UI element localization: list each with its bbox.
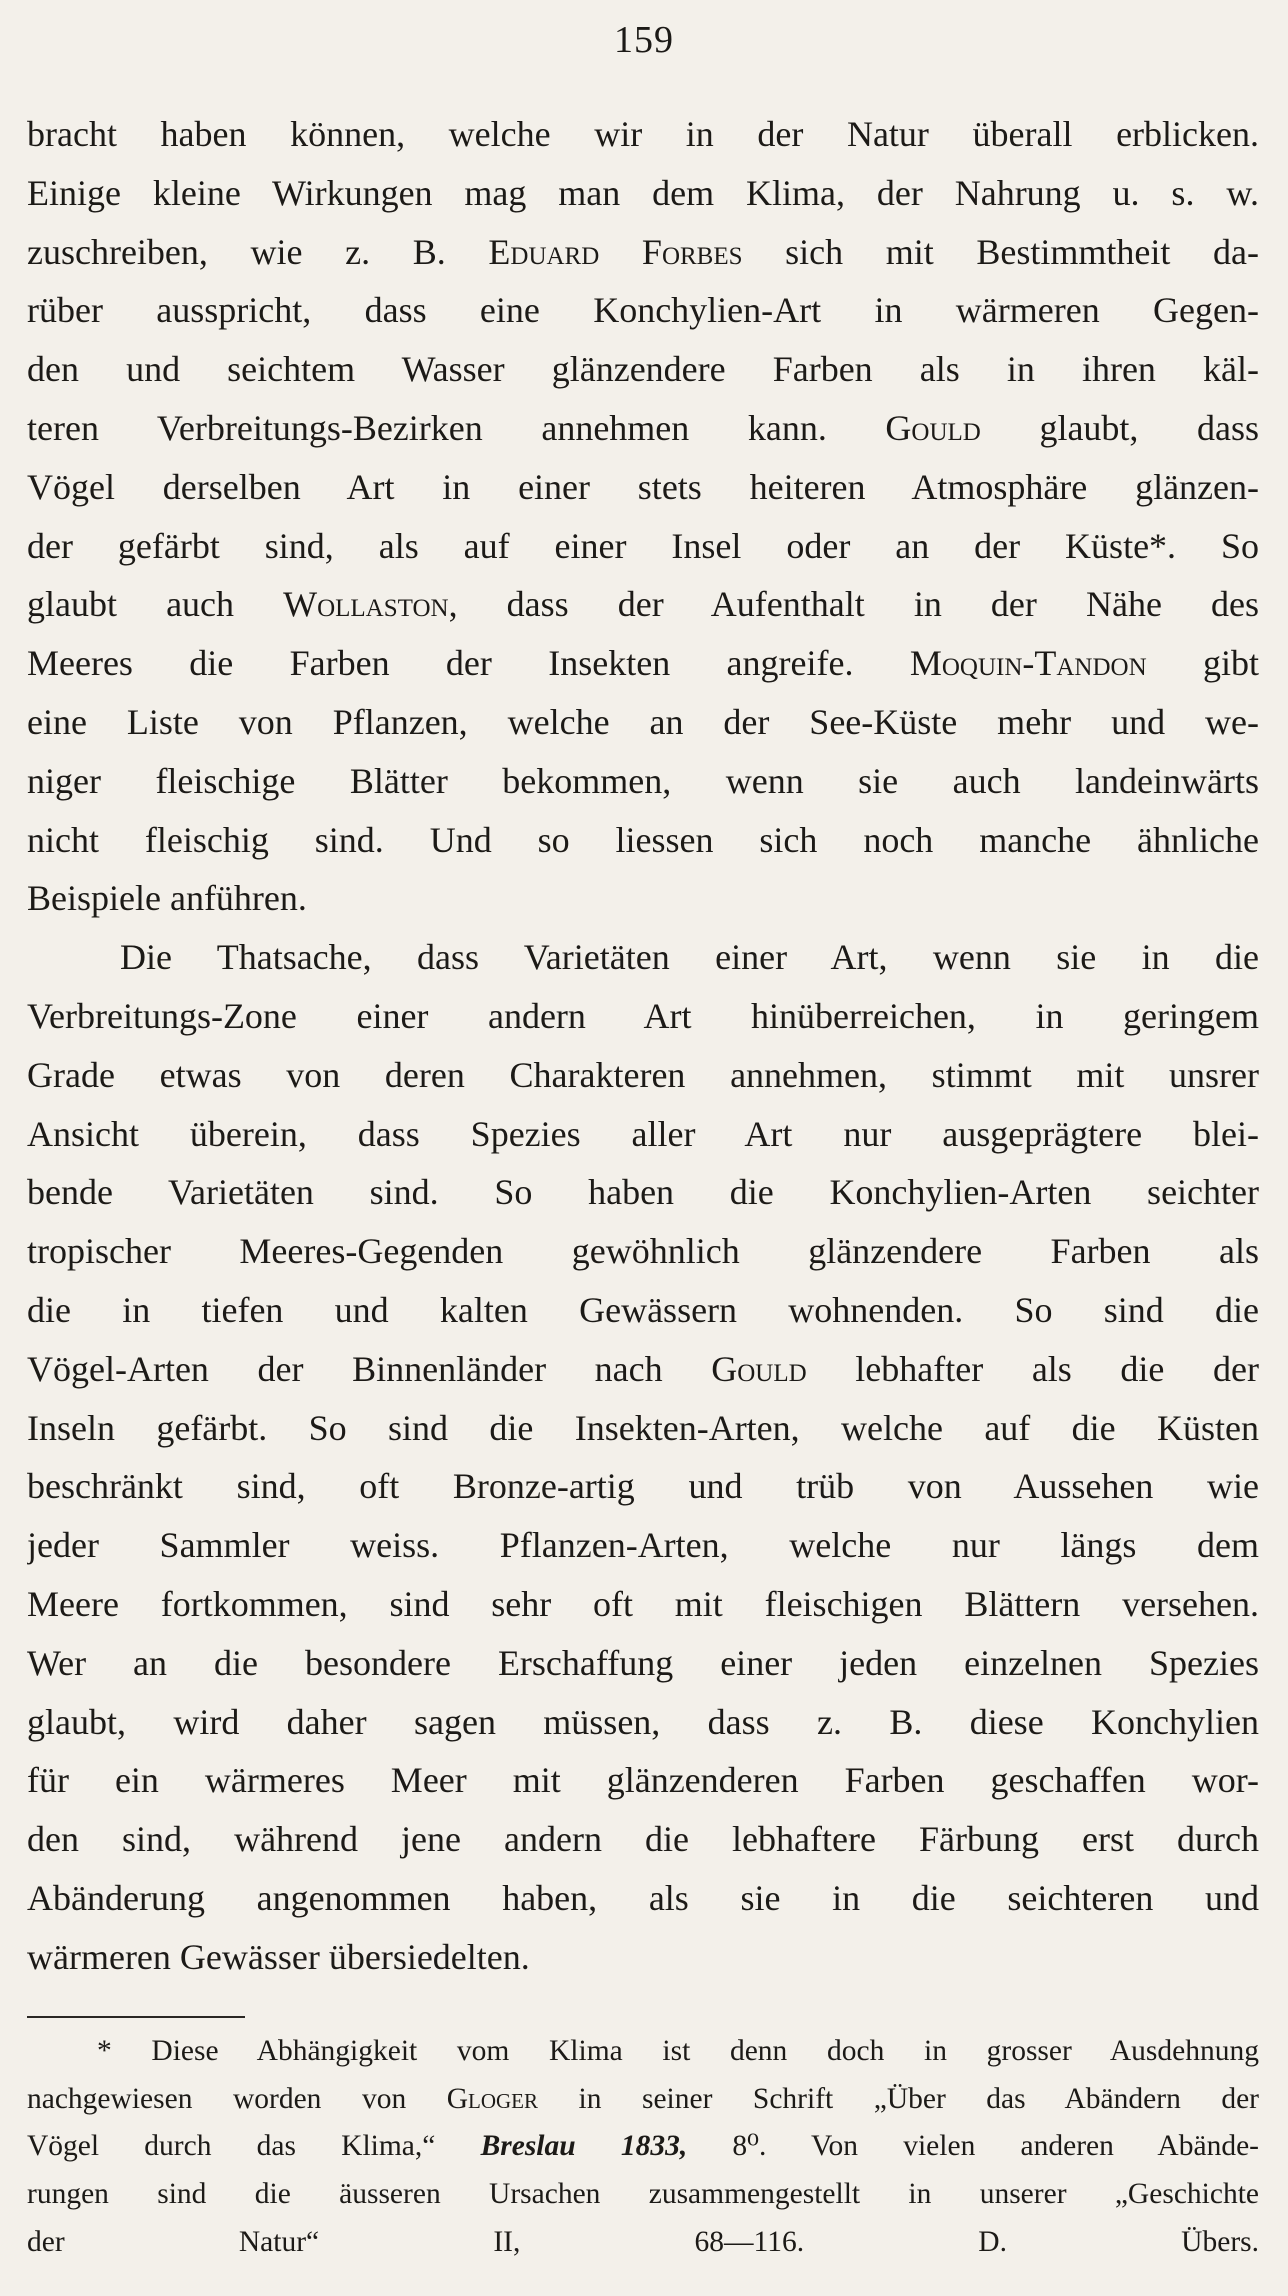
author-name: Moquin-Tandon: [909, 643, 1147, 684]
text-run: Meeres die Farben der Insekten angreife.: [27, 643, 910, 684]
footnote-line: [27, 2219, 1259, 2267]
text-line: [27, 517, 1259, 576]
text-run: Inseln gefärbt. So sind die Insekten-Arten, welche auf die Küsten: [27, 1407, 1259, 1448]
text-run: Ansicht überein, dass Spezies aller Art nur ausgeprägtere blei-: [27, 1113, 1259, 1154]
footnote: [27, 2028, 1259, 2266]
text-run: Grade etwas von deren Charakteren annehmen, stimmt mit unsrer: [27, 1054, 1259, 1095]
text-run: Vögel derselben Art in einer stets heiteren Atmosphäre glänzen-: [27, 466, 1259, 507]
text-line: [27, 1457, 1259, 1516]
author-name: Eduard Forbes: [488, 231, 743, 272]
text-line: [27, 1222, 1259, 1281]
text-run: bracht haben können, welche wir in der Natur überall erblicken.: [27, 114, 1259, 154]
text-line: [27, 105, 1259, 164]
text-run: in seiner Schrift „Über das Abändern der: [538, 2082, 1259, 2115]
text-run: * Diese Abhängigkeit vom Klima ist denn doch in grosser Ausdehnung: [97, 2035, 1259, 2067]
text-line: [27, 1281, 1259, 1340]
author-name: Wollaston: [283, 584, 449, 625]
text-run: rüber ausspricht, dass eine Konchylien-Art in wärmeren Gegen-: [27, 290, 1259, 331]
text-run: beschränkt sind, oft Bronze-artig und trüb von Aussehen wie: [27, 1466, 1259, 1507]
text-run: Die Thatsache, dass Varietäten einer Art, wenn sie in die: [120, 937, 1259, 978]
citation-place-year: Breslau 1833,: [480, 2130, 688, 2163]
text-line: [27, 1869, 1259, 1928]
text-run: zuschreiben, wie z. B.: [27, 231, 489, 272]
text-run: Meere fortkommen, sind sehr oft mit fleischigen Blättern versehen.: [27, 1583, 1259, 1624]
text-run: glaubt, dass: [980, 407, 1259, 448]
footnote-line: [27, 2028, 1259, 2076]
footnote-line: [27, 2123, 1259, 2171]
text-run: Vögel-Arten der Binnenländer nach: [27, 1348, 712, 1389]
page-number: 159: [614, 19, 674, 61]
text-run: , dass der Aufenthalt in der Nähe des: [448, 584, 1259, 625]
text-line: [27, 1575, 1259, 1634]
text-line: [27, 752, 1259, 811]
text-line: [27, 634, 1259, 693]
text-run: die in tiefen und kalten Gewässern wohnenden. So sind die: [27, 1289, 1259, 1330]
footnote-line: [27, 2076, 1259, 2124]
text-run: sich mit Bestimmtheit da-: [742, 231, 1259, 272]
text-run: lebhafter als die der: [806, 1348, 1259, 1389]
spacer: [804, 2226, 978, 2258]
text-run: bende Varietäten sind. So haben die Konchylien-Arten seichter: [27, 1172, 1259, 1213]
text-run: tropischer Meeres-Gegenden gewöhnlich glänzendere Farben als: [27, 1231, 1259, 1272]
text-line: [27, 1634, 1259, 1693]
text-line: [27, 1751, 1259, 1810]
author-name: Gould: [711, 1348, 807, 1389]
text-line: [27, 1693, 1259, 1752]
text-run: 8⁰. Von vielen anderen Abände-: [687, 2130, 1259, 2163]
text-line: [27, 987, 1259, 1046]
text-line: [27, 928, 1259, 987]
text-line: [27, 1516, 1259, 1575]
text-line: [27, 1928, 1259, 1987]
text-run: nicht fleischig sind. Und so liessen sich noch manche ähnliche: [27, 819, 1259, 860]
text-line: [27, 223, 1259, 282]
body-text: [27, 105, 1259, 1987]
text-line: [27, 340, 1259, 399]
text-run: nachgewiesen worden von: [27, 2082, 447, 2115]
text-run: eine Liste von Pflanzen, welche an der See-Küste mehr und we-: [27, 701, 1259, 742]
text-run: Wer an die besondere Erschaffung einer jeden einzelnen Spezies: [27, 1642, 1259, 1683]
text-run: den sind, während jene andern die lebhaftere Färbung erst durch: [27, 1819, 1259, 1860]
author-name: Gloger: [446, 2082, 539, 2115]
text-run: Vögel durch das Klima,“: [27, 2130, 481, 2163]
text-line: [27, 1105, 1259, 1164]
text-line: [27, 693, 1259, 752]
text-run: Beispiele anführen.: [27, 878, 307, 919]
text-line: [27, 869, 1259, 928]
footnote-divider: [27, 2016, 245, 2018]
text-line: [27, 1163, 1259, 1222]
text-line: [27, 281, 1259, 340]
text-run: D. Übers.: [978, 2225, 1259, 2258]
text-run: Verbreitungs-Zone einer andern Art hinüberreichen, in geringem: [27, 995, 1259, 1036]
text-line: [27, 1046, 1259, 1105]
text-run: Abänderung angenommen haben, als sie in die seichteren und: [27, 1877, 1259, 1918]
text-run: der Natur“ II, 68—116.: [27, 2225, 805, 2258]
text-run: Einige kleine Wirkungen mag man dem Klima, der Nahrung u. s. w.: [27, 172, 1259, 213]
text-run: glaubt, wird daher sagen müssen, dass z. B. diese Konchylien: [27, 1701, 1259, 1742]
text-run: der gefärbt sind, als auf einer Insel oder an der Küste*. So: [27, 525, 1259, 566]
text-run: teren Verbreitungs-Bezirken annehmen kann.: [27, 407, 886, 448]
text-line: [27, 1810, 1259, 1869]
text-run: glaubt auch: [27, 584, 284, 625]
text-run: niger fleischige Blätter bekommen, wenn sie auch landeinwärts: [27, 760, 1259, 801]
footnote-line: [27, 2171, 1259, 2219]
text-line: [27, 458, 1259, 517]
text-line: [27, 1399, 1259, 1458]
text-line: [27, 1340, 1259, 1399]
text-run: jeder Sammler weiss. Pflanzen-Arten, welche nur längs dem: [27, 1525, 1259, 1566]
text-line: [27, 399, 1259, 458]
text-line: [27, 164, 1259, 223]
text-run: rungen sind die äusseren Ursachen zusammengestellt in unserer „Geschichte: [27, 2178, 1259, 2211]
text-run: gibt: [1146, 643, 1259, 684]
text-run: den und seichtem Wasser glänzendere Farben als in ihren käl-: [27, 349, 1259, 390]
text-line: [27, 811, 1259, 870]
text-run: für ein wärmeres Meer mit glänzenderen Farben geschaffen wor-: [27, 1760, 1259, 1801]
text-line: [27, 575, 1259, 634]
text-run: wärmeren Gewässer übersiedelten.: [27, 1936, 530, 1977]
author-name: Gould: [885, 407, 981, 448]
